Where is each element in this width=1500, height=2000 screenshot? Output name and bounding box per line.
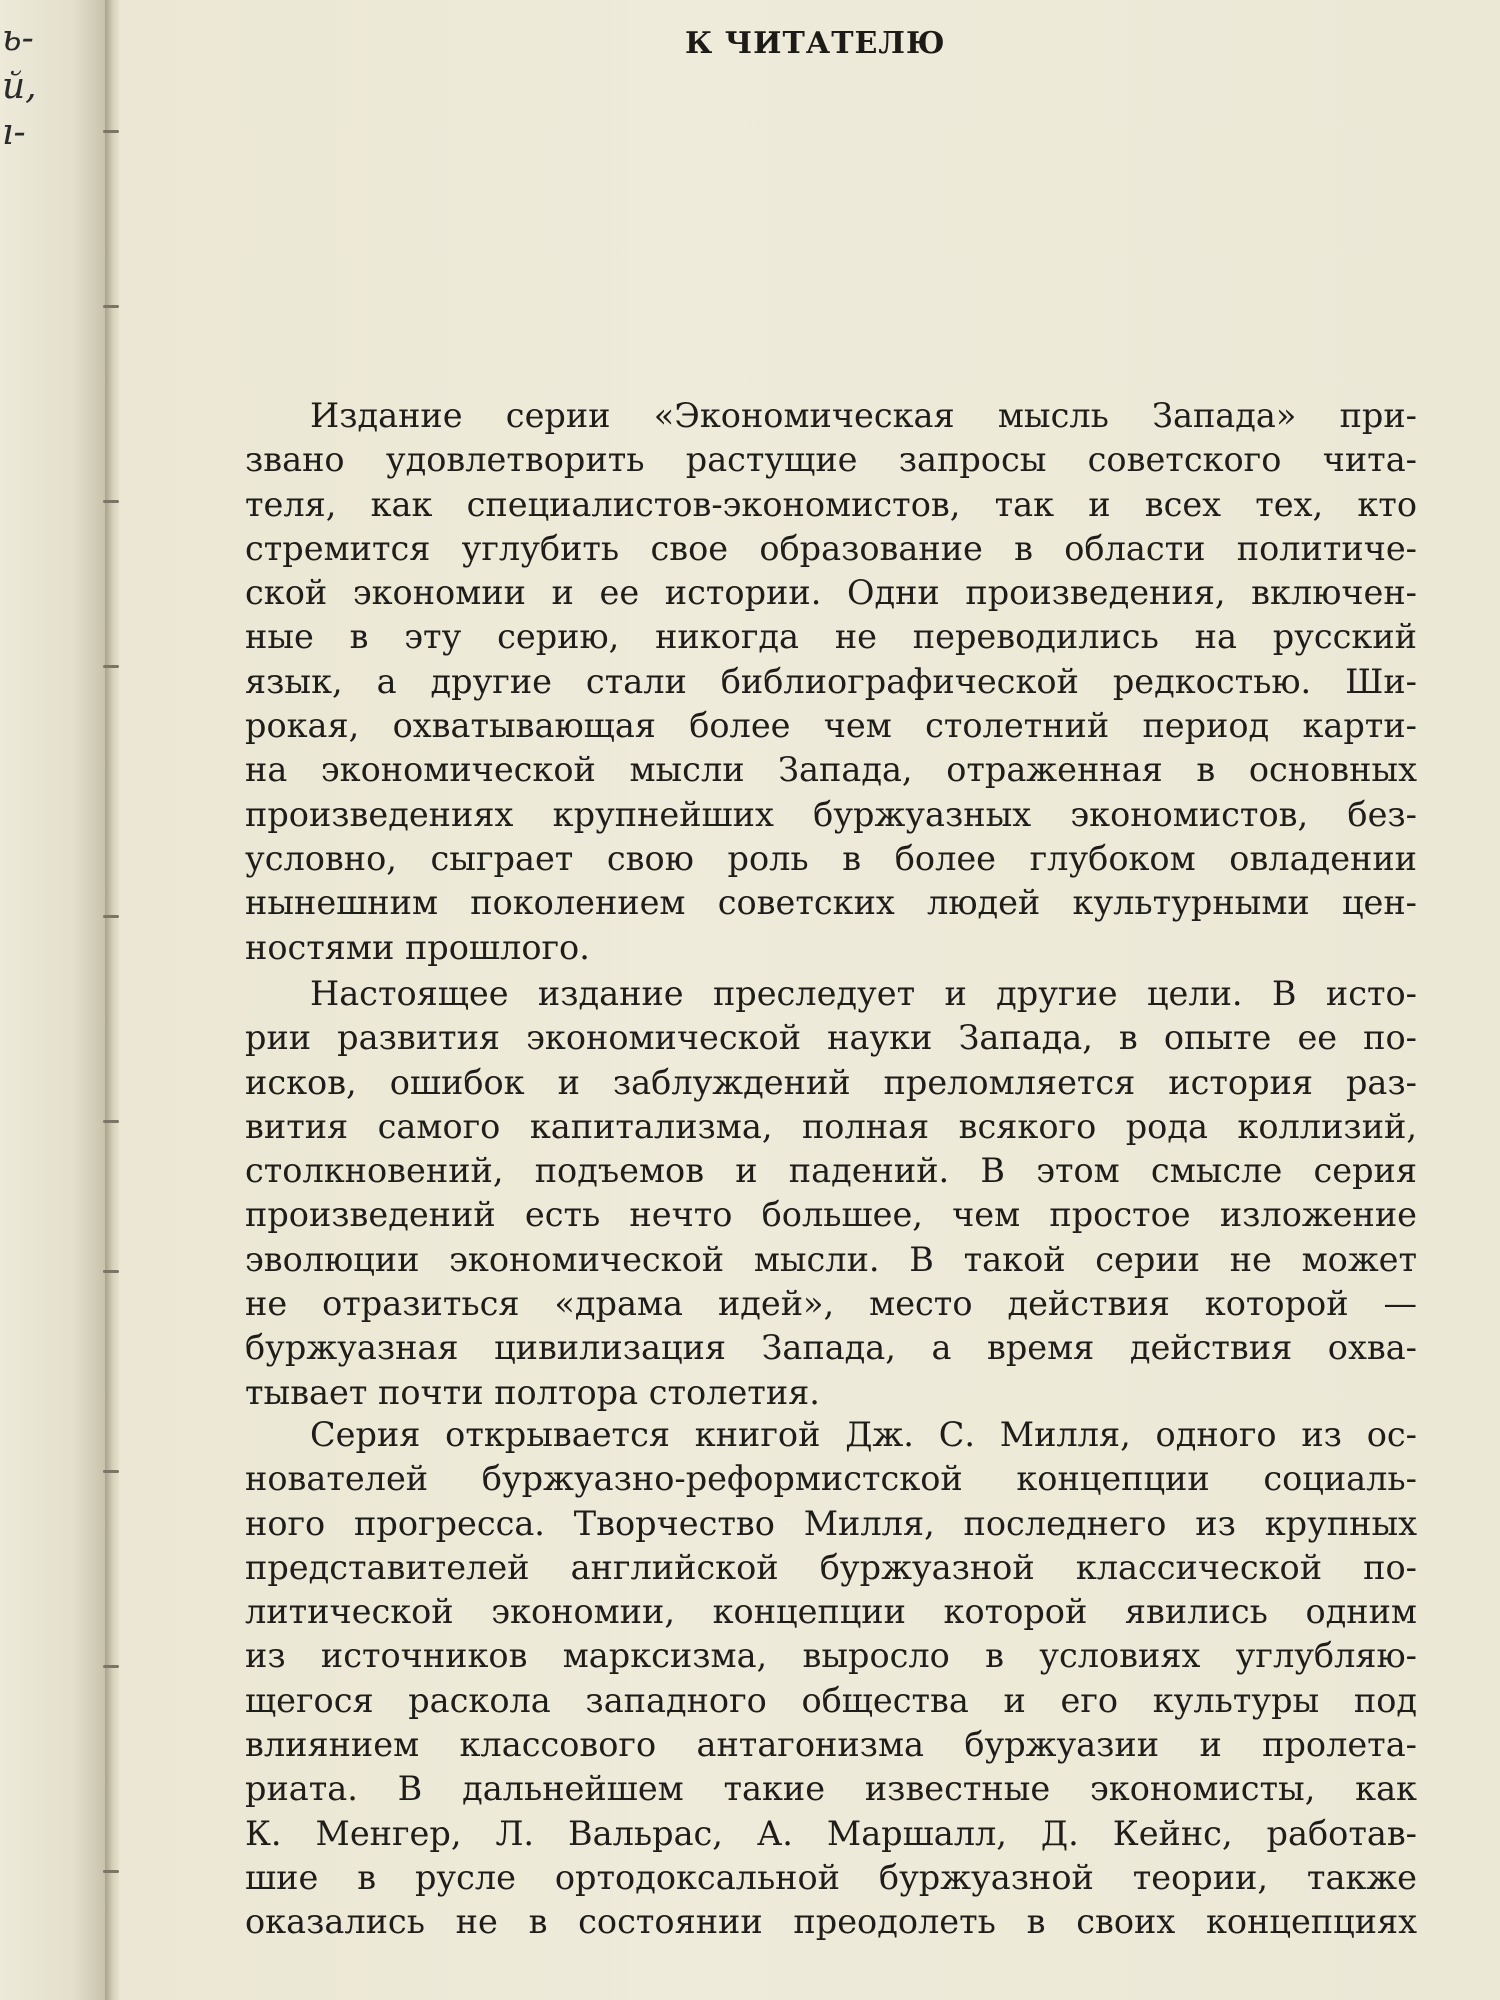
text-line: ные в эту серию, никогда не переводились на русский (245, 617, 1417, 657)
binding-stitch (103, 1270, 119, 1273)
text-line: вития самого капитализма, полная всякого рода коллизий, (245, 1106, 1417, 1146)
text-line: условно, сыграет свою роль в более глубоком овладении (245, 838, 1417, 878)
text-line: на экономической мысли Запада, отраженная в основных (245, 750, 1417, 790)
text-line: шие в русле ортодоксальной буржуазной теории, также (245, 1857, 1417, 1897)
text-line: щегося раскола западного общества и его культуры под (245, 1680, 1417, 1720)
paragraph (245, 972, 1417, 1415)
text-line: эволюции экономической мысли. В такой серии не может (245, 1239, 1417, 1279)
text-line: ного прогресса. Творчество Милля, последнего из крупных (245, 1503, 1417, 1543)
left-page (0, 0, 105, 2000)
binding-stitch (103, 305, 119, 308)
text-line: ской экономии и ее истории. Одни произведения, включен- (245, 573, 1417, 613)
left-page-fragment: й, (2, 66, 37, 107)
binding-stitch (103, 130, 119, 133)
text-line: Серия открывается книгой Дж. С. Милля, одного из ос- (310, 1415, 1417, 1454)
text-line: не отразиться «драма идей», место действия которой — (245, 1284, 1417, 1324)
left-page-fragment: ь- (2, 18, 34, 59)
binding-stitch (103, 1665, 119, 1668)
text-line: рии развития экономической науки Запада, в опыте ее по- (245, 1018, 1417, 1058)
left-page-fragment: ı- (2, 112, 26, 153)
text-line: литической экономии, концепции которой явились одним (245, 1592, 1417, 1632)
text-line: нынешним поколением советских людей культурными цен- (245, 883, 1417, 923)
text-line: риата. В дальнейшем такие известные экономисты, как (245, 1769, 1417, 1809)
text-line: произведениях крупнейших буржуазных экономистов, без- (245, 794, 1417, 834)
binding-stitch (103, 1470, 119, 1473)
text-line: Издание серии «Экономическая мысль Запада» при- (310, 396, 1417, 435)
text-line: исков, ошибок и заблуждений преломляется история раз- (245, 1062, 1417, 1102)
text-line: теля, как специалистов-экономистов, так и всех тех, кто (245, 484, 1417, 524)
binding-stitch (103, 915, 119, 918)
text-line: ностями прошлого. (245, 927, 590, 967)
binding-stitch (103, 500, 119, 503)
text-line: язык, а другие стали библиографической редкостью. Ши- (245, 661, 1417, 701)
text-line: оказались не в состоянии преодолеть в своих концепциях (245, 1902, 1417, 1942)
binding-stitch (103, 665, 119, 668)
page-title: К ЧИТАТЕЛЮ (685, 26, 946, 61)
paragraph (245, 394, 1417, 970)
text-line: столкновений, подъемов и падений. В этом смысле серия (245, 1151, 1417, 1191)
text-line: тывает почти полтора столетия. (245, 1372, 820, 1412)
text-line: буржуазная цивилизация Запада, а время действия охва- (245, 1328, 1417, 1368)
text-line: нователей буржуазно-реформистской концепции социаль- (245, 1459, 1417, 1499)
text-line: произведений есть нечто большее, чем простое изложение (245, 1195, 1417, 1235)
text-line: звано удовлетворить растущие запросы советского чита- (245, 440, 1417, 480)
text-line: К. Менгер, Л. Вальрас, А. Маршалл, Д. Кейнс, работав- (245, 1813, 1417, 1853)
paragraph (245, 1413, 1417, 1945)
text-line: стремится углубить свое образование в области политиче- (245, 528, 1417, 568)
book-gutter (105, 0, 119, 2000)
binding-stitch (103, 1120, 119, 1123)
text-line: Настоящее издание преследует и другие цели. В исто- (310, 974, 1417, 1013)
text-line: рокая, охватывающая более чем столетний период карти- (245, 706, 1417, 746)
text-line: влиянием классового антагонизма буржуазии и пролета- (245, 1725, 1417, 1765)
binding-stitch (103, 1870, 119, 1873)
text-line: представителей английской буржуазной классической по- (245, 1547, 1417, 1587)
text-line: из источников марксизма, выросло в условиях углубляю- (245, 1636, 1417, 1676)
